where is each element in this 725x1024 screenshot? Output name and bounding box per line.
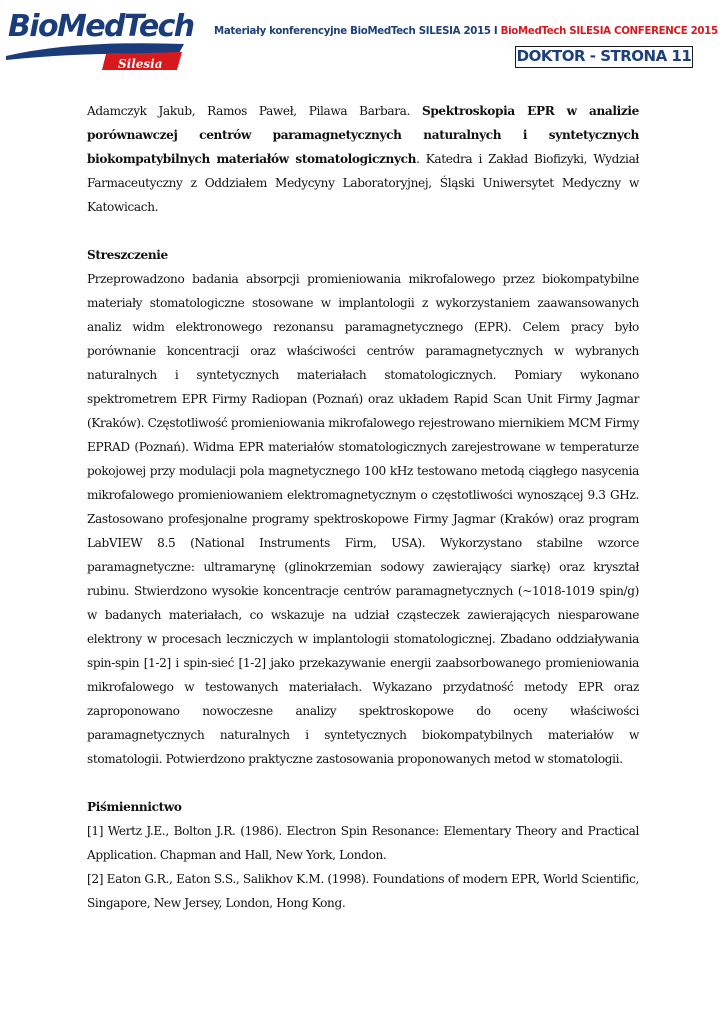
article-body: [87, 99, 639, 915]
conference-header: [214, 26, 718, 37]
citation: [87, 99, 639, 219]
citation-title: Spektroskopia EPR w analizie porównawczej centrów paramagnetycznych naturalnych i syntetycznych biokompatybilnych materiałów stomatologicznych: [87, 104, 640, 166]
citation-authors: Adamczyk Jakub, Ramos Paweł, Pilawa Barbara.: [87, 104, 411, 118]
references-heading: Piśmiennictwo: [87, 800, 182, 814]
conference-title-en: BioMedTech SILESIA CONFERENCE 2015: [500, 26, 718, 37]
page-badge: DOKTOR - STRONA 11: [515, 46, 693, 68]
logo-subtitle: Silesia: [118, 57, 163, 71]
abstract-text: Przeprowadzono badania absorpcji promieniowania mikrofalowego przez biokompatybilne materiały stomatologiczne stosowane w implantologii z wykorzystaniem zaawansowanych analiz widm elektronowego rezonansu paramagnetycznego (EPR). Celem pracy było porównanie koncentracji oraz właściwości centrów paramagnetycznych w wybranych naturalnych i syntetycznych materiałach stomatologicznych. Pomiary wykonano spektrometrem EPR Firmy Radiopan (Poznań) oraz układem Rapid Scan Unit Firmy Jagmar (Kraków). Częstotliwość promieniowania mikrofalowego rejestrowano miernikiem MCM Firmy EPRAD (Poznań). Widma EPR materiałów stomatologicznych zarejestrowane w temperaturze pokojowej przy modulacji pola magnetycznego 100 kHz testowano metodą ciągłego nasycenia mikrofalowego promieniowaniem elektromagnetycznym o częstotliwości wynoszącej 9.3 GHz. Zastosowano profesjonalne programy spektroskopowe Firmy Jagmar (Kraków) oraz program LabVIEW 8.5 (National Instruments Firm, USA). Wykorzystano stabilne wzorce paramagnetyczne: ultramarynę (glinokrzemian sodowy zawierający siarkę) oraz kryształ rubinu. Stwierdzono wysokie koncentracje centrów paramagnetycznych (~1018-1019 spin/g) w badanych materiałach, co wskazuje na udział cząsteczek zawierających niesparowane elektrony w procesach leczniczych w implantologii stomatologicznej. Zbadano oddziaływania spin-spin [1-2] i spin-sieć [1-2] jako przekazywanie energii zaabsorbowanego promieniowania mikrofalowego w testowanych materiałach. Wykazano przydatność metody EPR oraz zaproponowano nowoczesne analizy spektroskopowe do oceny właściwości paramagnetycznych naturalnych i syntetycznych biokompatybilnych materiałów w stomatologii. Potwierdzono praktyczne zastosowania proponowanych metod w stomatologii.: [87, 272, 639, 766]
reference-item: [2] Eaton G.R., Eaton S.S., Salikhov K.M. (1998). Foundations of modern EPR, World Scientific, Singapore, New Jersey, London, Hong Kong.: [87, 872, 639, 910]
logo-wordmark: BioMedTech: [8, 9, 194, 44]
header-separator: I: [493, 26, 498, 37]
citation-affiliation: . Katedra i Zakład Biofizyki, Wydział Farmaceutyczny z Oddziałem Medycyny Laboratoryjnej, Śląski Uniwersytet Medyczny w Katowicach.: [87, 152, 639, 214]
abstract-heading: Streszczenie: [87, 248, 168, 262]
biomedtech-logo: [6, 8, 194, 71]
reference-item: [1] Wertz J.E., Bolton J.R. (1986). Electron Spin Resonance: Elementary Theory and Practical Application. Chapman and Hall, New York, London.: [87, 824, 639, 862]
conference-title-pl: Materiały konferencyjne BioMedTech SILESIA 2015: [214, 26, 491, 37]
